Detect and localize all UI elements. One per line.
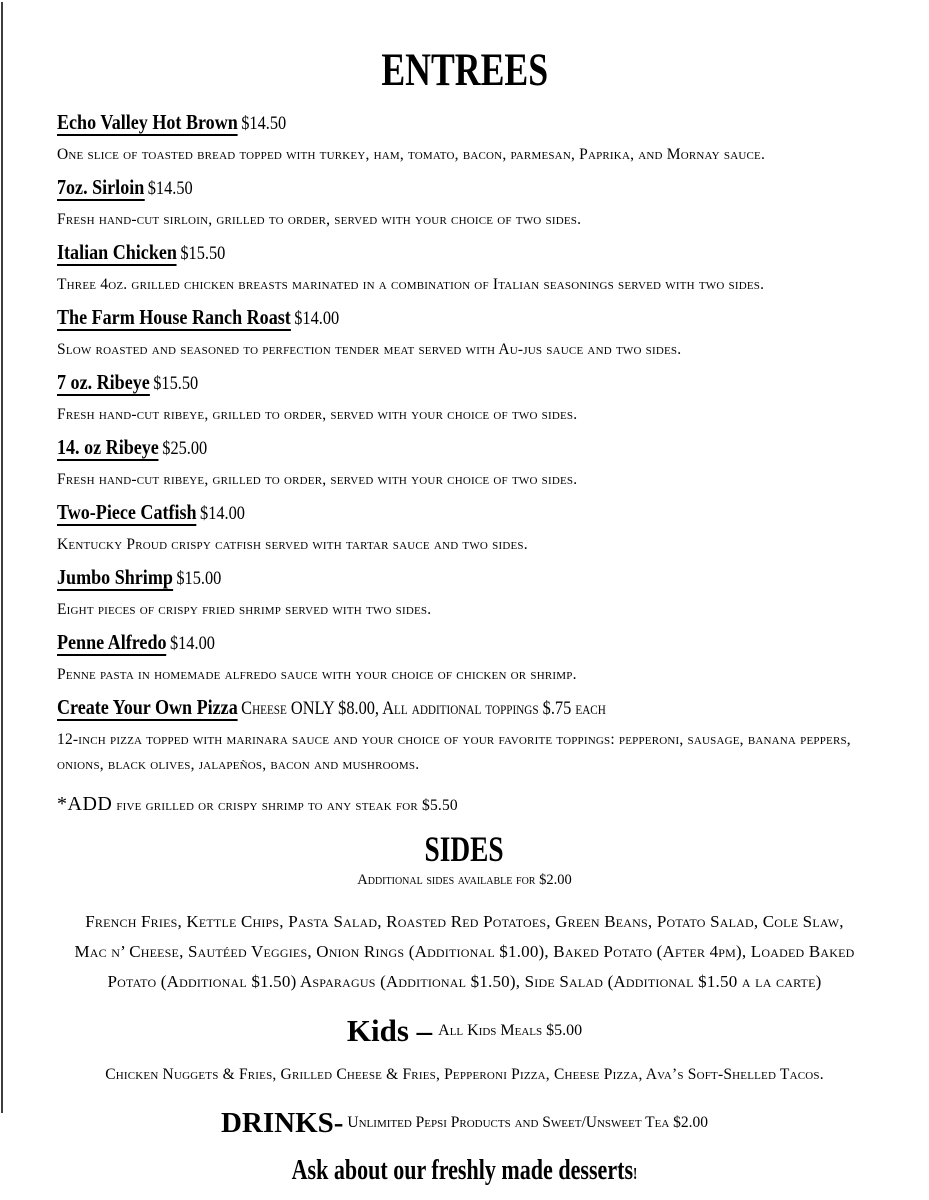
menu-item-description: Three 4oz. grilled chicken breasts marinated in a combination of Italian seasonings served with two sides. (57, 276, 765, 294)
menu-item-price: $14.00 (200, 503, 245, 525)
menu-item-name: Penne Alfredo (57, 630, 167, 655)
menu-item-name: Create Your Own Pizza (57, 695, 238, 720)
steak-addon-note-marker: *ADD (57, 793, 113, 816)
drinks-tagline: Unlimited Pepsi Products and Sweet/Unsweet Tea $2.00 (347, 1114, 709, 1132)
menu-item-name: Italian Chicken (57, 240, 177, 265)
desserts-footer-text: Ask about our freshly made desserts (291, 1153, 634, 1186)
menu-item-description: Kentucky Proud crispy catfish served with tartar sauce and two sides. (57, 536, 528, 554)
menu-item-name: Echo Valley Hot Brown (57, 110, 238, 135)
kids-heading-text: Kids – (346, 1012, 433, 1048)
menu-item-name: 14. oz Ribeye (57, 435, 159, 460)
sides-section-heading (57, 830, 872, 870)
menu-item-description: Fresh hand-cut ribeye, grilled to order, served with your choice of two sides. (57, 471, 578, 489)
menu-item-name: The Farm House Ranch Roast (57, 305, 291, 330)
menu-item-price: $14.50 (147, 178, 193, 200)
menu-item (57, 499, 872, 557)
steak-addon-note-text: five grilled or crispy shrimp to any steak for $5.50 (116, 797, 458, 815)
menu-item-name: Jumbo Shrimp (57, 565, 173, 590)
desserts-footer-inner (292, 1154, 638, 1187)
menu-item-name: 7 oz. Ribeye (57, 370, 150, 395)
desserts-footer-line (57, 1154, 872, 1187)
menu-item (57, 109, 872, 167)
menu-item-title-line (57, 304, 872, 332)
menu-item-name: Two-Piece Catfish (57, 500, 197, 525)
menu-item-title-line (57, 564, 872, 592)
menu-item-price: $14.50 (241, 113, 287, 135)
kids-section-heading-line (57, 1013, 872, 1049)
menu-item-description: One slice of toasted bread topped with turkey, ham, tomato, bacon, parmesan, Paprika, and Mornay sauce. (57, 146, 766, 164)
entrees-heading-text: ENTREES (381, 44, 548, 96)
menu-item-title-line (57, 239, 872, 267)
menu-item-description: 12-inch pizza topped with marinara sauce and your choice of your favorite toppings: pepperoni, sausage, banana peppers, onions, black olives, jalapeños, bacon and mushrooms. (57, 731, 851, 774)
menu-item-description: Penne pasta in homemade alfredo sauce with your choice of chicken or shrimp. (57, 666, 577, 684)
menu-item (57, 304, 872, 362)
menu-item-title-line (57, 694, 872, 722)
menu-item (57, 629, 872, 687)
menu-item (57, 174, 872, 232)
kids-list: Chicken Nuggets & Fries, Grilled Cheese & Fries, Pepperoni Pizza, Cheese Pizza, Ava’s Soft-Shelled Tacos. (105, 1065, 824, 1083)
menu-item-description: Eight pieces of crispy fried shrimp served with two sides. (57, 601, 432, 619)
kids-tagline: All Kids Meals $5.00 (438, 1021, 583, 1039)
menu-item-title-line (57, 629, 872, 657)
menu-item-title-line (57, 369, 872, 397)
sides-list: French Fries, Kettle Chips, Pasta Salad, Roasted Red Potatoes, Green Beans, Potato Salad, Cole Slaw, Mac n’ Cheese, Sautéed Veggies, Onion Rings (Additional $1.00), Baked Potato (After 4pm), Loaded Baked Potato (Additional $1.50) Asparagus (Additional $1.50), Side Salad (Additional $1.50 a la carte) (74, 911, 855, 991)
menu-item-title-line (57, 174, 872, 202)
menu-item-price: $25.00 (162, 438, 208, 460)
menu-item-description: Fresh hand-cut sirloin, grilled to order, served with your choice of two sides. (57, 211, 582, 229)
menu-item-price: $15.00 (176, 568, 222, 590)
menu-item (57, 369, 872, 427)
steak-addon-note (57, 793, 872, 816)
menu-item-title-line (57, 499, 872, 527)
sides-subheading: Additional sides available for $2.00 (357, 871, 572, 888)
menu-item-price: Cheese ONLY $8.00, All additional toppings $.75 each (241, 698, 606, 720)
menu-item-description: Fresh hand-cut ribeye, grilled to order, served with your choice of two sides. (57, 406, 578, 424)
menu-item (57, 694, 872, 777)
drinks-section-heading-line (57, 1107, 872, 1140)
menu-item-price: $15.50 (180, 243, 226, 265)
menu-item (57, 434, 872, 492)
page-edge-rule (1, 2, 3, 1113)
menu-item-price: $14.00 (169, 633, 215, 655)
menu-item-description: Slow roasted and seasoned to perfection tender meat served with Au-jus sauce and two sides. (57, 341, 682, 359)
menu-item (57, 564, 872, 622)
menu-item-title-line (57, 109, 872, 137)
menu-item-name: 7oz. Sirloin (57, 175, 145, 200)
sides-heading-text: SIDES (424, 829, 505, 870)
desserts-footer-punctuation: ! (633, 1163, 638, 1183)
menu-item-title-line (57, 434, 872, 462)
entrees-section-heading (57, 46, 872, 95)
drinks-heading-text: DRINKS- (220, 1106, 344, 1139)
menu-item (57, 239, 872, 297)
menu-item-price: $15.50 (153, 373, 199, 395)
menu-item-price: $14.00 (294, 308, 340, 330)
